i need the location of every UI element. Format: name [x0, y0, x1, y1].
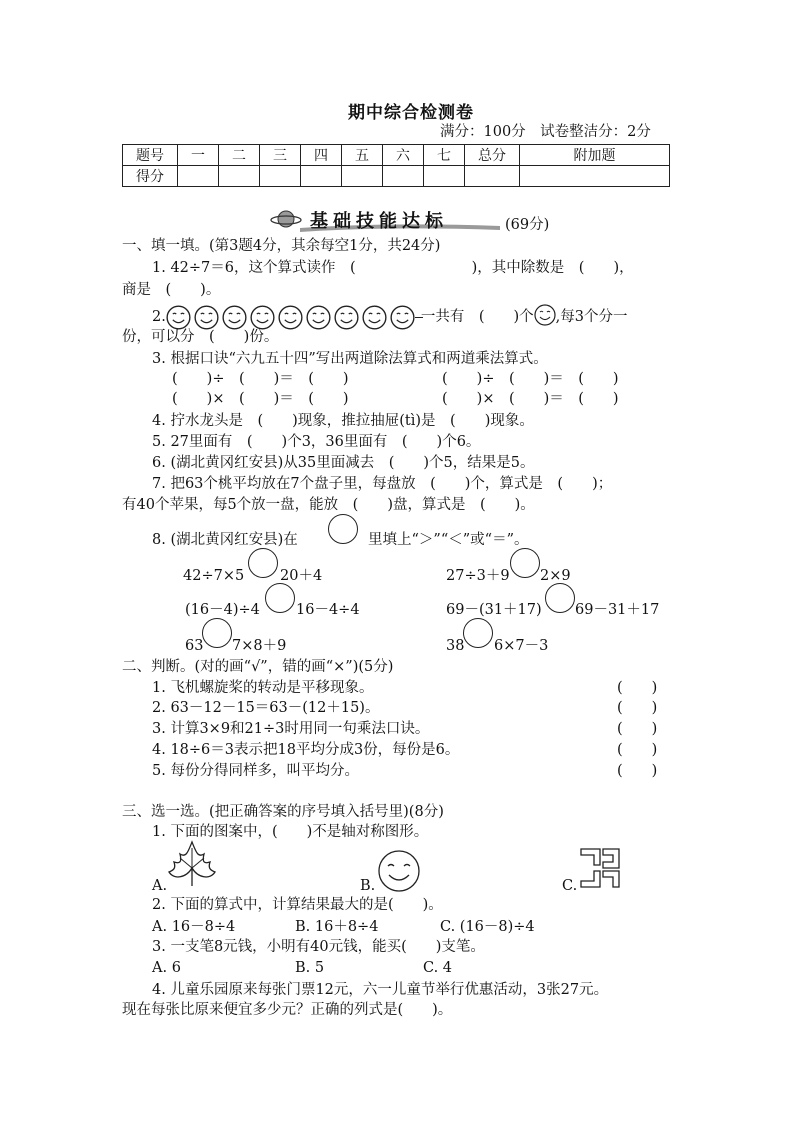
maple-leaf-icon	[166, 838, 218, 890]
table-cell: 得分	[123, 166, 178, 187]
fret-pattern-icon	[578, 846, 622, 890]
compare-3-left: (16－4)÷4	[185, 602, 260, 618]
compare-5-circle[interactable]	[202, 618, 232, 648]
compare-6-right: 6×7－3	[494, 638, 549, 654]
compare-6-left: 38	[446, 638, 465, 654]
choice-question-3: 3. 一支笔8元钱，小明有40元钱，能买( )支笔。	[152, 939, 485, 955]
score-entry-cell[interactable]	[178, 166, 219, 187]
score-table-score-row	[123, 166, 670, 187]
compare-1-right: 20＋4	[280, 568, 323, 584]
choice-question-1: 1. 下面的图案中，( )不是轴对称图形。	[152, 824, 429, 840]
score-table	[122, 144, 670, 187]
compare-4-right: 69－31＋17	[575, 602, 660, 618]
compare-6-circle[interactable]	[463, 618, 493, 648]
smiley-face-icon	[194, 305, 219, 330]
choice-2-option-a: A. 16－8÷4	[152, 919, 236, 935]
question-2-text: 一共有 ( )个	[420, 309, 534, 325]
smiley-row	[166, 305, 423, 330]
compare-1-left: 42÷7×5	[183, 568, 245, 584]
score-entry-cell[interactable]	[219, 166, 260, 187]
score-entry-cell[interactable]	[260, 166, 301, 187]
choice-question-4-line-1: 4. 儿童乐园原来每张门票12元，六一儿童节举行优惠活动，3张27元。	[152, 982, 609, 998]
judge-bracket-2[interactable]: ( )	[617, 700, 658, 716]
choice-question-2: 2. 下面的算式中，计算结果最大的是( )。	[152, 897, 443, 913]
score-info: 满分：100分 试卷整洁分：2分	[440, 124, 651, 140]
compare-3-circle[interactable]	[265, 583, 295, 613]
section-1-heading: 一、填一填。(第3题4分，其余每空1分，共24分)	[122, 238, 441, 254]
score-entry-cell[interactable]	[465, 166, 520, 187]
judge-bracket-4[interactable]: ( )	[617, 742, 658, 758]
compare-5-right: 7×8＋9	[232, 638, 287, 654]
question-3-division-1: ( )÷ ( )＝ ( )	[172, 371, 349, 387]
question-5: 5. 27里面有 ( )个3，36里面有 ( )个6。	[152, 434, 481, 450]
compare-2-circle[interactable]	[510, 548, 540, 578]
page-title: 期中综合检测卷	[348, 103, 474, 123]
smiley-face-icon	[390, 305, 415, 330]
table-cell: 总分	[465, 145, 520, 166]
compare-2-left: 27÷3＋9	[446, 568, 510, 584]
table-cell: 题号	[123, 145, 178, 166]
question-3: 3. 根据口诀“六九五十四”写出两道除法算式和两道乘法算式。	[152, 351, 548, 367]
choice-1-option-b-label: B.	[360, 878, 376, 894]
smiley-face-icon	[534, 304, 556, 326]
choice-2-option-c: C. (16－8)÷4	[440, 919, 535, 935]
table-cell: 六	[383, 145, 424, 166]
compare-4-left: 69－(31＋17)	[446, 602, 542, 618]
question-2-text-end: ,每3个分一	[555, 309, 628, 325]
question-3-multiplication-2: ( )× ( )＝ ( )	[442, 391, 619, 407]
smiley-face-icon	[166, 305, 191, 330]
judge-item-3: 3. 计算3×9和21÷3时用同一句乘法口诀。	[152, 721, 430, 737]
question-3-multiplication-1: ( )× ( )＝ ( )	[172, 391, 349, 407]
choice-3-option-c: C. 4	[423, 960, 453, 976]
choice-3-option-a: A. 6	[152, 960, 181, 976]
score-entry-cell[interactable]	[520, 166, 670, 187]
section-2-heading: 二、判断。(对的画“√”，错的画“×”)(5分)	[122, 659, 394, 675]
choice-3-option-b: B. 5	[295, 960, 325, 976]
table-cell: 七	[424, 145, 465, 166]
smiley-face-icon	[334, 305, 359, 330]
judge-item-4: 4. 18÷6＝3表示把18平均分成3份，每份是6。	[152, 742, 460, 758]
question-3-division-2: ( )÷ ( )＝ ( )	[442, 371, 619, 387]
choice-1-option-c-label: C.	[562, 878, 578, 894]
question-2-line-2: 份，可以分 ( )份。	[122, 329, 279, 345]
planet-icon	[271, 211, 301, 227]
table-cell: 五	[342, 145, 383, 166]
judge-item-5: 5. 每份分得同样多，叫平均分。	[152, 763, 359, 779]
judge-bracket-1[interactable]: ( )	[617, 680, 658, 696]
score-table-header-row	[123, 145, 670, 166]
banner-points: (69分)	[505, 217, 550, 233]
smiley-face-icon	[377, 849, 421, 893]
smiley-face-icon	[250, 305, 275, 330]
table-cell: 三	[260, 145, 301, 166]
smiley-face-icon	[222, 305, 247, 330]
compare-2-right: 2×9	[540, 568, 571, 584]
judge-item-1: 1. 飞机螺旋桨的转动是平移现象。	[152, 680, 374, 696]
score-entry-cell[interactable]	[301, 166, 342, 187]
question-7-line-2: 有40个苹果，每5个放一盘，能放 ( )盘，算式是 ( )。	[122, 497, 535, 513]
question-1-line-1: 1. 42÷7＝6，这个算式读作 ( )，其中除数是 ( )，	[152, 260, 634, 276]
smiley-face-icon	[362, 305, 387, 330]
smiley-face-icon	[278, 305, 303, 330]
judge-bracket-3[interactable]: ( )	[617, 721, 658, 737]
choice-2-option-b: B. 16＋8÷4	[295, 919, 379, 935]
score-entry-cell[interactable]	[424, 166, 465, 187]
banner-title: 基础技能达标	[310, 211, 448, 232]
question-1-line-2: 商是 ( )。	[122, 282, 221, 298]
judge-item-2: 2. 63－12－15＝63－(12＋15)。	[152, 700, 380, 716]
compare-5-left: 63	[185, 638, 204, 654]
choice-1-option-a-label: A.	[152, 878, 168, 894]
table-cell: 附加题	[520, 145, 670, 166]
question-8-text-b: 里填上“＞”“＜”或“＝”。	[368, 532, 529, 548]
question-6: 6. (湖北黄冈红安县)从35里面减去 ( )个5，结果是5。	[152, 455, 535, 471]
section-3-heading: 三、选一选。(把正确答案的序号填入括号里)(8分)	[122, 804, 444, 820]
smiley-face-icon	[306, 305, 331, 330]
question-8-text-a: 8. (湖北黄冈红安县)在	[152, 532, 298, 548]
table-cell: 一	[178, 145, 219, 166]
choice-question-4-line-2: 现在每张比原来便宜多少元？正确的列式是( )。	[122, 1002, 453, 1018]
compare-3-right: 16－4÷4	[296, 602, 360, 618]
compare-1-circle[interactable]	[248, 548, 278, 578]
question-7-line-1: 7. 把63个桃平均放在7个盘子里，每盘放 ( )个，算式是 ( )；	[152, 476, 613, 492]
question-2-number: 2.	[152, 309, 166, 325]
compare-4-circle[interactable]	[545, 583, 575, 613]
compare-circle-example	[328, 514, 358, 544]
question-4: 4. 拧水龙头是 ( )现象，推拉抽屉(tì)是 ( )现象。	[152, 413, 534, 429]
judge-bracket-5[interactable]: ( )	[617, 763, 658, 779]
table-cell: 二	[219, 145, 260, 166]
table-cell: 四	[301, 145, 342, 166]
score-entry-cell[interactable]	[342, 166, 383, 187]
score-entry-cell[interactable]	[383, 166, 424, 187]
